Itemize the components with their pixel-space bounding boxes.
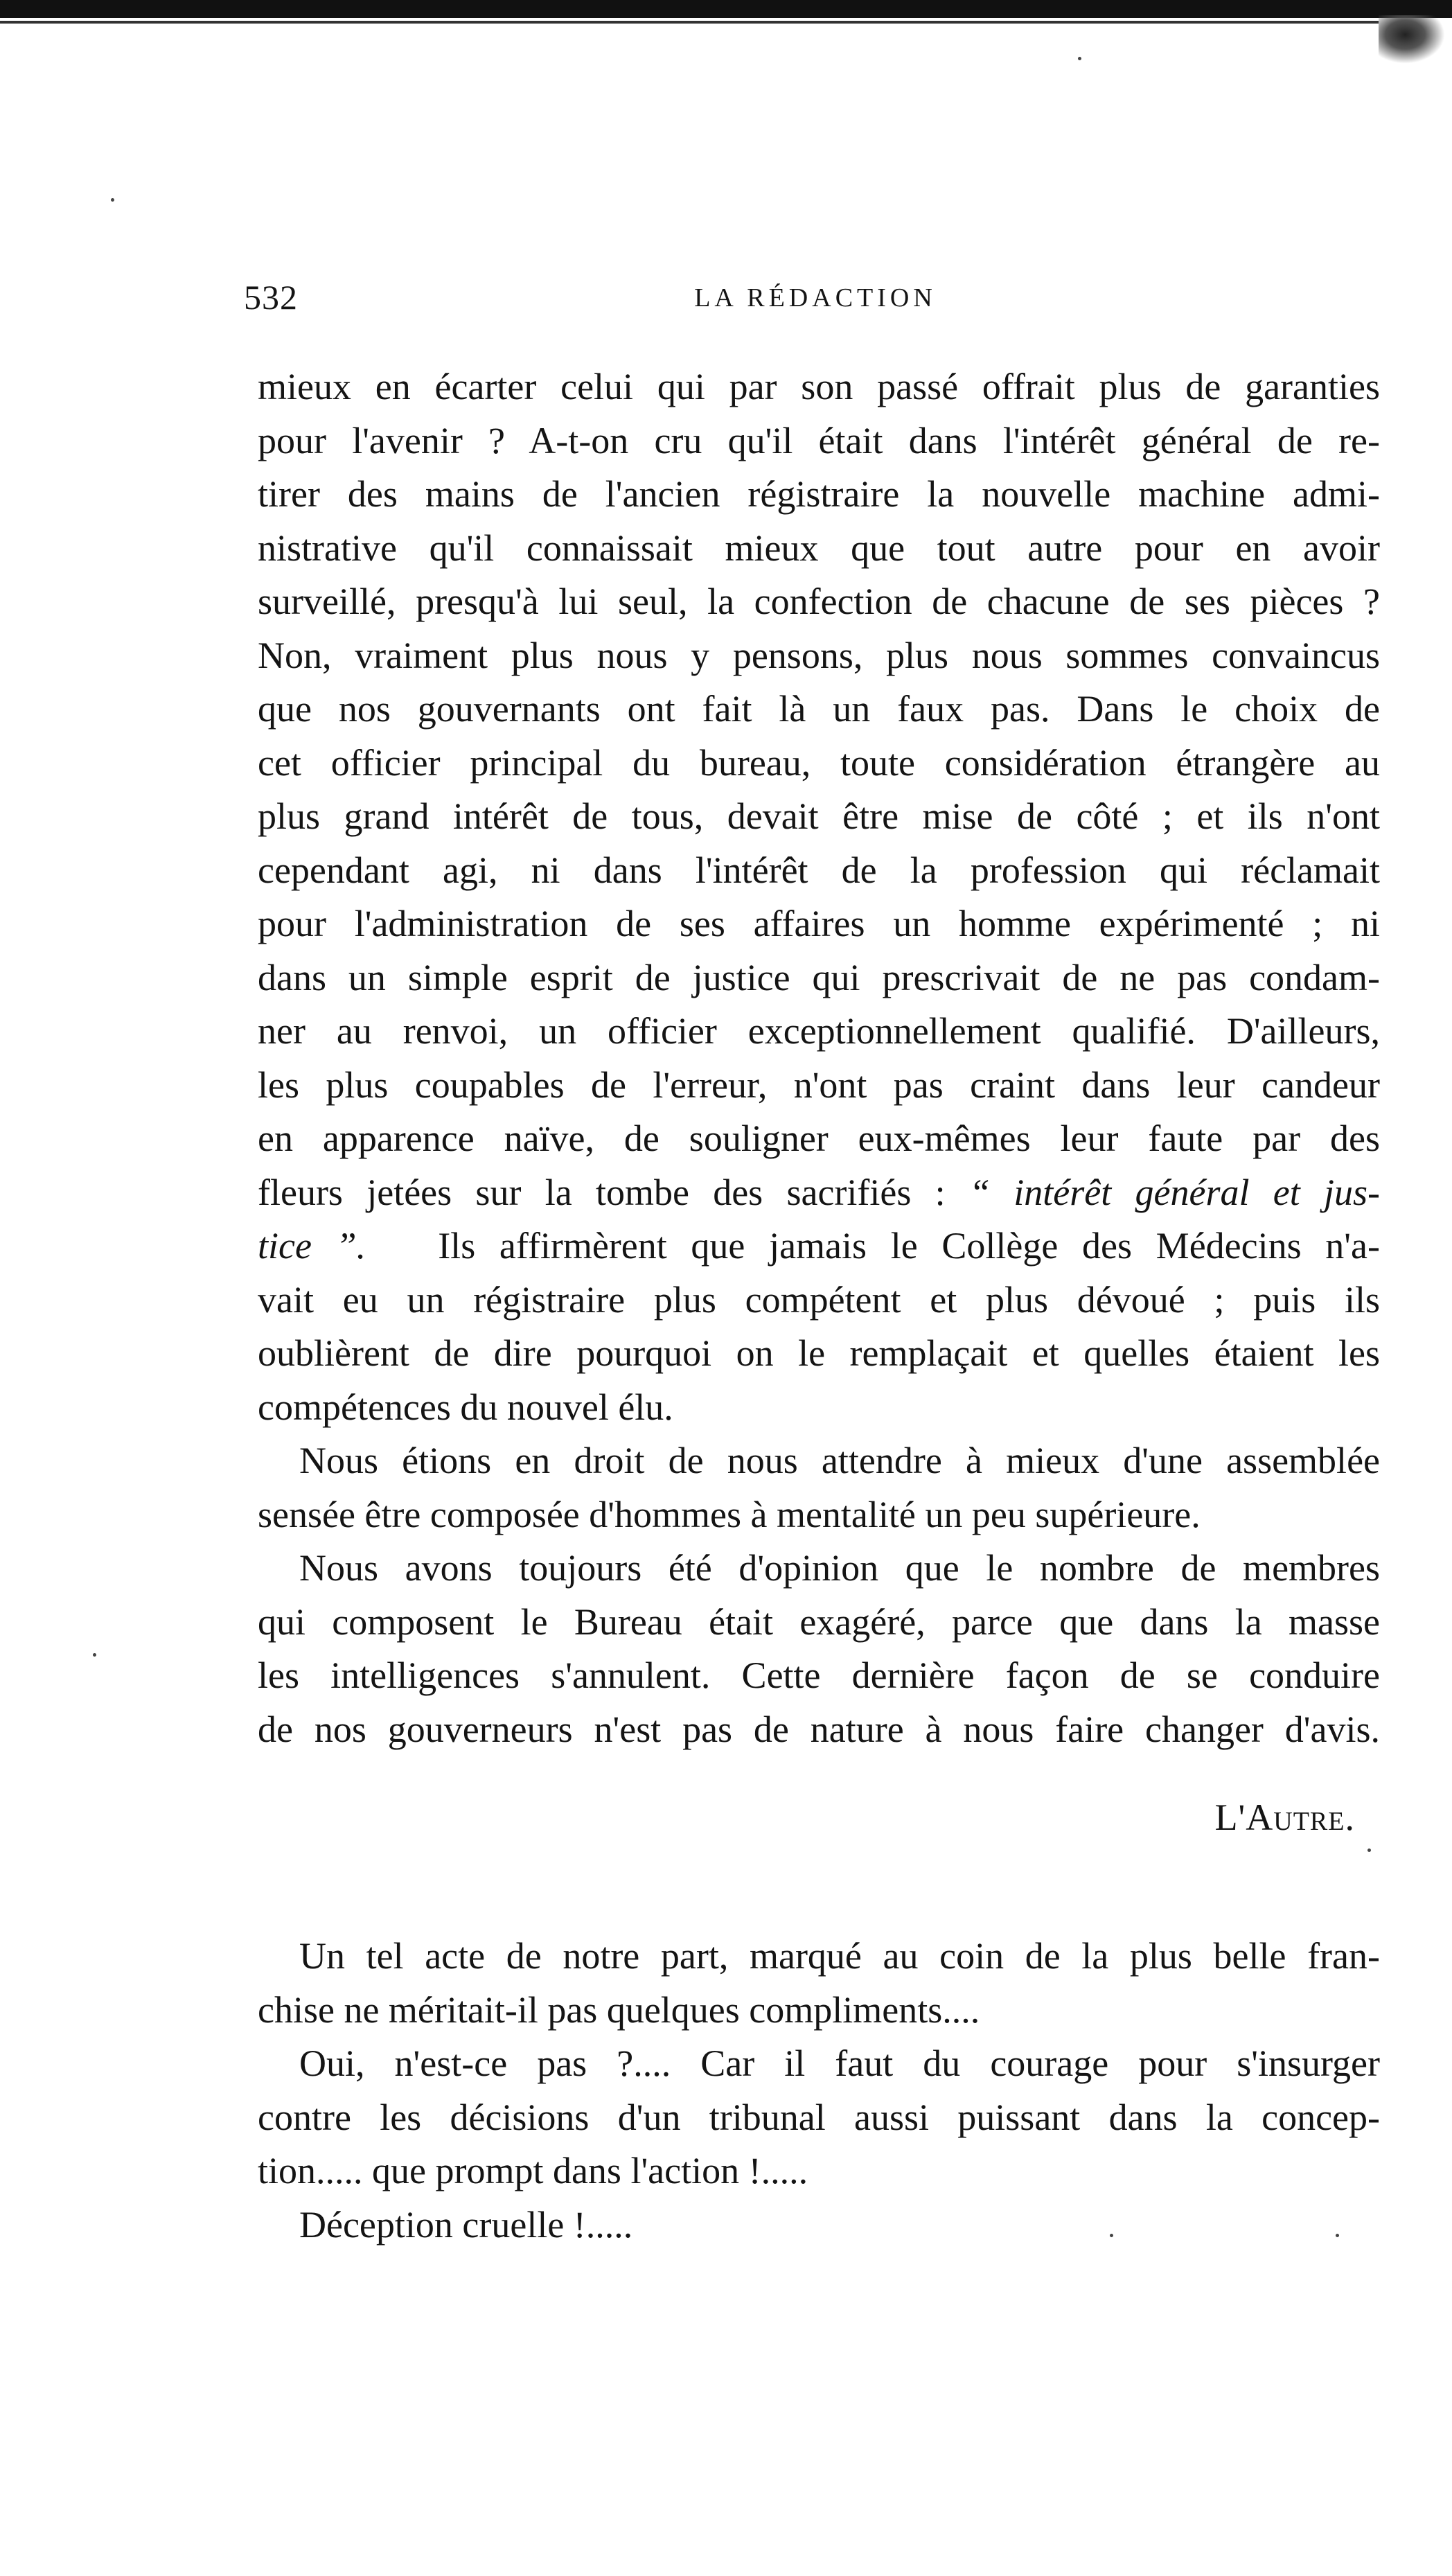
text-line: de nos gouverneurs n'est pas de nature à nous faire changer d'avis.: [258, 1708, 1380, 1750]
text-line: Déception cruelle !.....: [299, 2203, 633, 2246]
top-scan-rule: [0, 21, 1379, 24]
running-head: LA RÉDACTION: [694, 283, 937, 312]
text-line: que nos gouvernants ont fait là un faux pas. Dans le choix de: [258, 688, 1380, 730]
ink-speck: [111, 198, 114, 202]
italic-quote: tice ”.: [258, 1225, 366, 1267]
ink-speck: [1367, 1849, 1371, 1852]
text-line: chise ne méritait-il pas quelques compliments....: [258, 1988, 980, 2031]
text-line: cet officier principal du bureau, toute considération étrangère au: [258, 741, 1380, 784]
text-line: compétences du nouvel élu.: [258, 1386, 673, 1428]
text-line: Oui, n'est-ce pas ?.... Car il faut du courage pour s'insurger: [299, 2043, 1380, 2084]
text-line-with-quote: [258, 1219, 1380, 1273]
text-line: ner au renvoi, un officier exceptionnellement qualifié. D'ailleurs,: [258, 1010, 1380, 1052]
text-line: oublièrent de dire pourquoi on le remplaçait et quelles étaient les: [258, 1332, 1380, 1374]
page-number: 532: [244, 278, 298, 317]
text-line: Non, vraiment plus nous y pensons, plus nous sommes convaincus: [258, 634, 1380, 676]
text-line: en apparence naïve, de souligner eux-mêmes leur faute par des: [258, 1118, 1380, 1159]
corner-ink-smudge: [1379, 15, 1445, 64]
top-scan-border: [0, 0, 1452, 18]
ink-speck: [93, 1653, 96, 1657]
text-line: Nous avons toujours été d'opinion que le nombre de membres: [299, 1547, 1380, 1589]
text-line: mieux en écarter celui qui par son passé offrait plus de garanties: [258, 366, 1380, 407]
italic-quote: “ intérêt général et jus-: [968, 1171, 1380, 1213]
text-line: les plus coupables de l'erreur, n'ont pas craint dans leur candeur: [258, 1064, 1380, 1106]
text-line: sensée être composée d'hommes à mentalité un peu supérieure.: [258, 1493, 1201, 1535]
text-line: contre les décisions d'un tribunal aussi puissant dans la concep-: [258, 2096, 1380, 2138]
signature: L'Autre.: [1214, 1797, 1355, 1838]
text-line: dans un simple esprit de justice qui prescrivait de ne pas condam-: [258, 956, 1380, 998]
main-paragraphs: [258, 360, 1380, 1756]
ink-speck: [1078, 57, 1081, 60]
text-line: tion..... que prompt dans l'action !.....: [258, 2150, 808, 2191]
text-segment: Ils affirmèrent que jamais le Collège des Médecins n'a-: [438, 1225, 1380, 1267]
text-line: vait eu un régistraire plus compétent et plus dévoué ; puis ils: [258, 1278, 1380, 1321]
text-line: cependant agi, ni dans l'intérêt de la profession qui réclamait: [258, 849, 1380, 891]
text-line: Nous étions en droit de nous attendre à mieux d'une assemblée: [299, 1440, 1380, 1481]
second-paragraphs: [258, 1930, 1380, 2252]
text-line: plus grand intérêt de tous, devait être mise de côté ; et ils n'ont: [258, 795, 1380, 837]
text-line: les intelligences s'annulent. Cette dernière façon de se conduire: [258, 1655, 1380, 1696]
text-line: qui composent le Bureau était exagéré, parce que dans la masse: [258, 1600, 1380, 1643]
text-line: surveillé, presqu'à lui seul, la confection de chacune de ses pièces ?: [258, 581, 1380, 622]
text-line: pour l'avenir ? A-t-on cru qu'il était dans l'intérêt général de re-: [258, 419, 1380, 461]
text-line: pour l'administration de ses affaires un homme expérimenté ; ni: [258, 903, 1380, 944]
text-line: nistrative qu'il connaissait mieux que tout autre pour en avoir: [258, 527, 1380, 569]
page-header: [244, 277, 1387, 326]
text-segment: fleurs jetées sur la tombe des sacrifiés :: [258, 1171, 946, 1213]
text-line-with-quote: [258, 1166, 1380, 1220]
text-line: tirer des mains de l'ancien régistraire la nouvelle machine admi-: [258, 473, 1380, 515]
text-line: Un tel acte de notre part, marqué au coin de la plus belle fran-: [299, 1935, 1380, 1977]
